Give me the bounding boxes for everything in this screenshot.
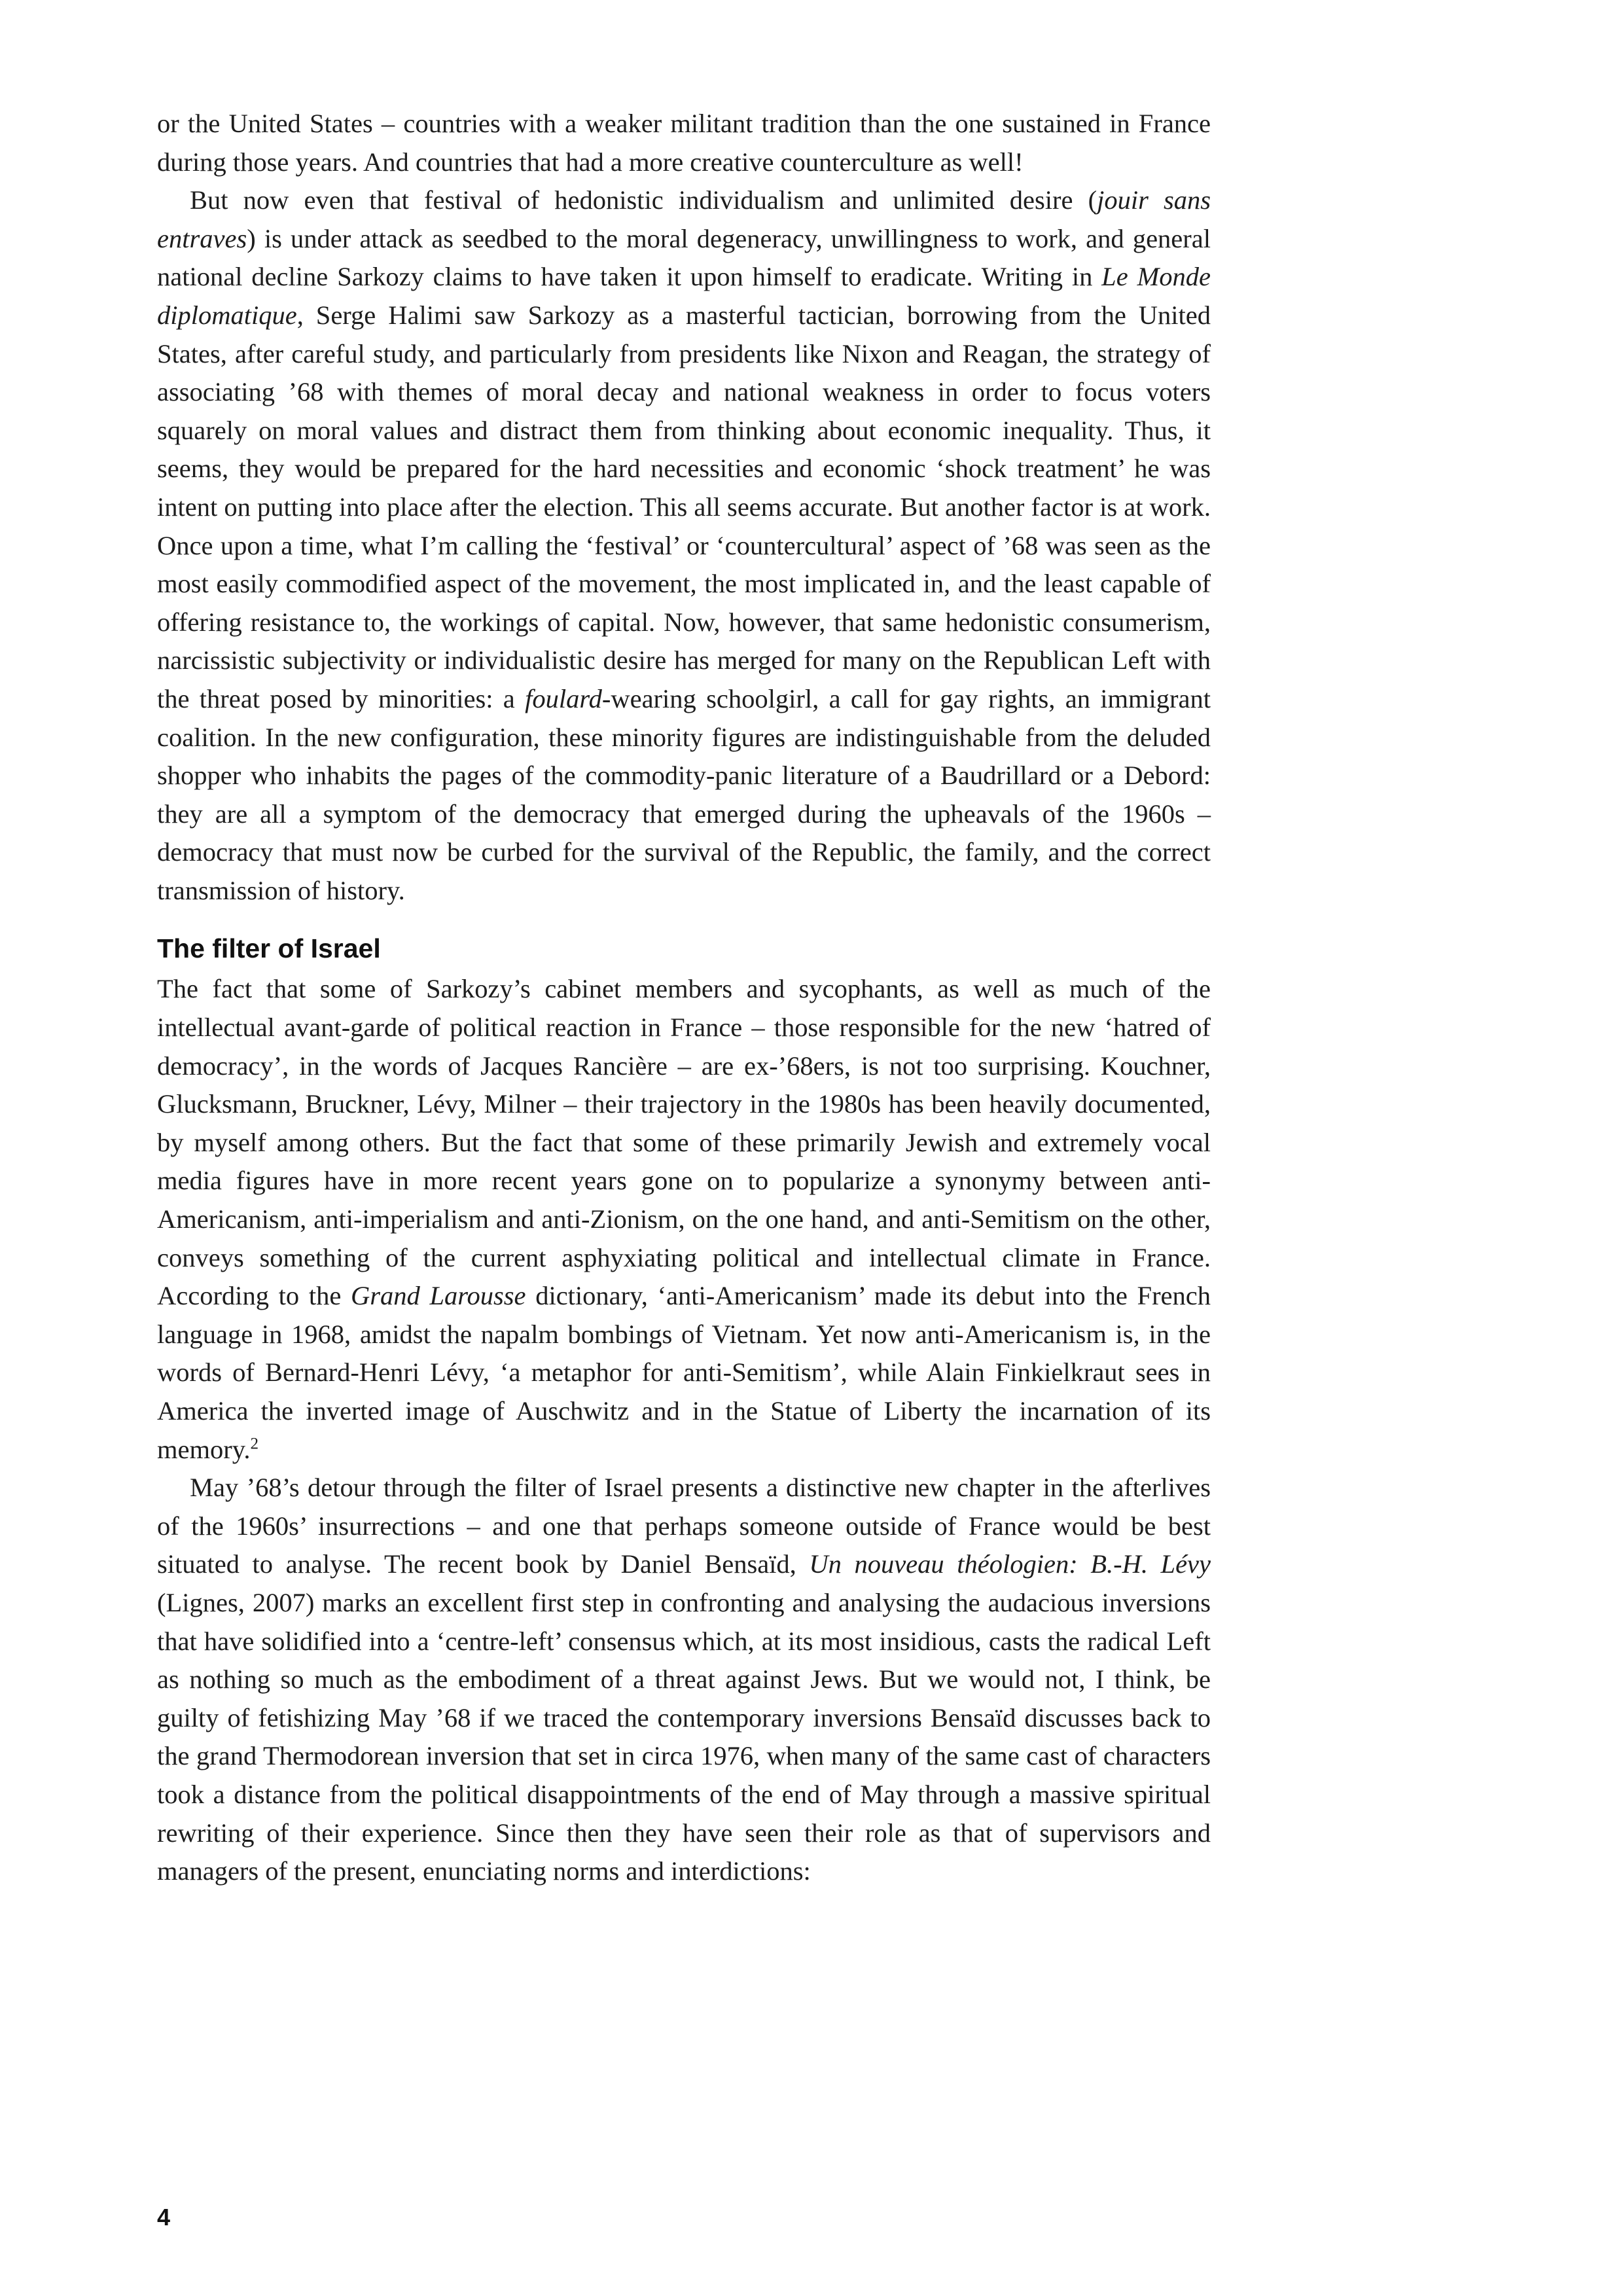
- paragraph-1: [157, 105, 1211, 181]
- italic-jouir-sans-entraves: jouir sans entraves: [157, 185, 1211, 253]
- paragraph-2-part-a: But now even that festival of hedonistic individualism and unlimited desire (: [190, 185, 1097, 215]
- paragraph-3: [157, 970, 1211, 1469]
- italic-book-title: Un nouveau théologien: B.-H. Lévy: [809, 1549, 1211, 1579]
- paragraph-4-part-a: May ’68’s detour through the filter of Israel presents a distinctive new chapter in the afterlives of the 1960s’ insurrections – and one that perhaps someone outside of France would be best situated to analyse. The recent book by Daniel Bensaïd,: [157, 1473, 1211, 1579]
- paragraph-2: [157, 181, 1211, 910]
- paragraph-1-text: or the United States – countries with a weaker militant tradition than the one sustained in France during those years. And countries that had a more creative counterculture as well!: [157, 109, 1211, 177]
- paragraph-2-part-d: -wearing schoolgirl, a call for gay rights, an immigrant coalition. In the new configuration, these minority figures are indistinguishable from the deluded shopper who inhabits the pages of the commodity-panic literature of a Baudrillard or a Debord: they are all a symptom of the democracy that emerged during the upheavals of the 1960s – democracy that must now be curbed for the survival of the Republic, the family, and the correct transmission of history.: [157, 683, 1211, 905]
- footnote-marker: 2: [250, 1435, 259, 1453]
- italic-foulard: foulard: [525, 683, 602, 713]
- paragraph-4: [157, 1469, 1211, 1891]
- page-body: [157, 105, 1211, 1891]
- paragraph-3-part-b: dictionary, ‘anti-Americanism’ made its debut into the French language in 1968, amidst the napalm bombings of Vietnam. Yet now anti-Americanism is, in the words of Bernard-Henri Lévy, ‘a metaphor for anti-Semitism’, while Alain Finkielkraut sees in America the inverted image of Auschwitz and in the Statue of Liberty the incarnation of its memory.: [157, 1281, 1211, 1464]
- paragraph-2-part-c: , Serge Halimi saw Sarkozy as a masterful tactician, borrowing from the United States, after careful study, and particularly from presidents like Nixon and Reagan, the strategy of associating ’68 with themes of moral decay and national weakness in order to focus voters squarely on moral values and distract them from thinking about economic inequality. Thus, it seems, they would be prepared for the hard necessities and economic ‘shock treatment’ he was intent on putting into place after the election. This all seems accurate. But another factor is at work. Once upon a time, what I’m calling the ‘festival’ or ‘countercultural’ aspect of ’68 was seen as the most easily commodified aspect of the movement, the most implicated in, and the least capable of offering resistance to, the workings of capital. Now, however, that same hedonistic consumerism, narcissistic subjectivity or individualistic desire has merged for many on the Republican Left with the threat posed by minorities: a: [157, 300, 1211, 713]
- paragraph-4-part-b: (Lignes, 2007) marks an excellent first step in confronting and analysing the audacious inversions that have solidified into a ‘centre-left’ consensus which, at its most insidious, casts the radical Left as nothing so much as the embodiment of a threat against Jews. But we would not, I think, be guilty of fetishizing May ’68 if we traced the contemporary inversions Bensaïd discusses back to the grand Thermodorean inversion that set in circa 1976, when many of the same cast of characters took a distance from the political disappointments of the end of May through a massive spiritual rewriting of their experience. Since then they have seen their role as that of supervisors and managers of the present, enunciating norms and interdictions:: [157, 1587, 1211, 1886]
- page-number: 4: [157, 2204, 171, 2231]
- section-heading: The filter of Israel: [157, 933, 381, 964]
- paragraph-3-part-a: The fact that some of Sarkozy’s cabinet members and sycophants, as well as much of the intellectual avant-garde of political reaction in France – those responsible for the new ‘hatred of democracy’, in the words of Jacques Rancière – are ex-’68ers, is not too surprising. Kouchner, Glucksmann, Bruckner, Lévy, Milner – their trajectory in the 1980s has been heavily documented, by myself among others. But the fact that some of these primarily Jewish and extremely vocal media figures have in more recent years gone on to popularize a synonymy between anti-Americanism, anti-imperialism and anti-Zionism, on the one hand, and anti-Semitism on the other, conveys something of the current asphyxiating political and intellectual climate in France. According to the: [157, 974, 1211, 1311]
- italic-le-monde-diplomatique: Le Monde diplomatique: [157, 262, 1211, 330]
- italic-grand-larousse: Grand Larousse: [351, 1281, 526, 1311]
- paragraph-2-part-b: ) is under attack as seedbed to the moral degeneracy, unwillingness to work, and general national decline Sarkozy claims to have taken it upon himself to eradicate. Writing in: [157, 223, 1211, 292]
